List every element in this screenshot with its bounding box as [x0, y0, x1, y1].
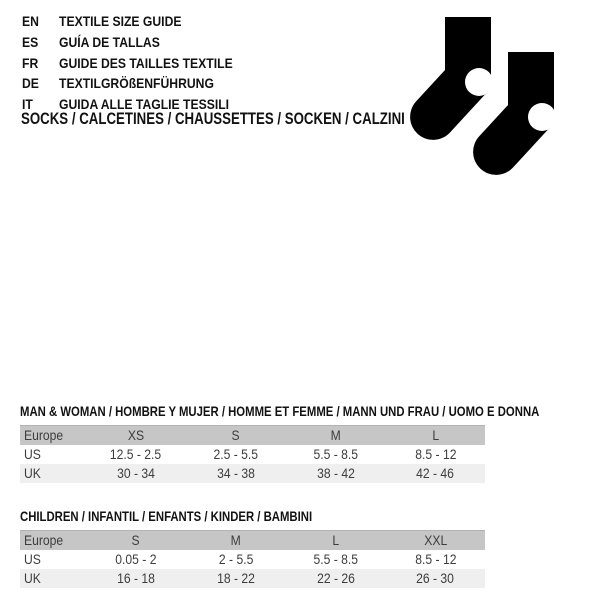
size-cell: 0.05 - 2 [115, 551, 157, 567]
row-label: UK [24, 465, 41, 481]
size-cell: 5.5 - 8.5 [313, 446, 359, 462]
size-cell: 8.5 - 12 [414, 446, 457, 462]
size-cell: 26 - 30 [416, 570, 455, 586]
adults-size-table [20, 425, 485, 483]
language-label: TEXTILE SIZE GUIDE [59, 13, 182, 30]
size-cell: 18 - 22 [217, 570, 255, 586]
size-cell: 8.5 - 12 [414, 551, 457, 567]
size-table-children [20, 509, 485, 588]
language-label: TEXTILGRÖßENFÜHRUNG [59, 75, 214, 92]
size-cell: 2.5 - 5.5 [213, 446, 259, 462]
language-code: DE [22, 75, 39, 92]
table-row-uk [20, 464, 485, 483]
language-list [22, 11, 259, 114]
table-row-uk [20, 569, 485, 588]
table-header-row [20, 531, 485, 550]
col-header-region: Europe [24, 427, 64, 443]
size-cell: 12.5 - 2.5 [110, 446, 162, 462]
size-cell: 38 - 42 [317, 465, 355, 481]
table-title-children: CHILDREN / INFANTIL / ENFANTS / KINDER / BAMBINI [20, 508, 313, 524]
row-label: US [24, 446, 41, 462]
children-size-table [20, 530, 485, 588]
language-row [22, 32, 259, 53]
language-code: ES [22, 34, 39, 51]
size-cell: 34 - 38 [217, 465, 255, 481]
col-header-size: S [231, 427, 241, 443]
socks-icon [395, 0, 580, 185]
col-header-size: S [131, 532, 141, 548]
col-header-size: XS [127, 427, 145, 443]
col-header-region: Europe [24, 532, 64, 548]
size-cell: 42 - 46 [416, 465, 455, 481]
row-label: UK [24, 570, 41, 586]
sock-heel-highlight [528, 103, 556, 131]
language-row [22, 11, 259, 32]
language-label: GUÍA DE TALLAS [59, 34, 160, 51]
size-cell: 30 - 34 [117, 465, 155, 481]
language-row [22, 73, 259, 94]
sock-heel-highlight [465, 68, 493, 96]
table-title-adults: MAN & WOMAN / HOMBRE Y MUJER / HOMME ET FEMME / MANN UND FRAU / UOMO E DONNA [20, 403, 540, 419]
col-header-size: XXL [424, 532, 447, 548]
category-line: SOCKS / CALCETINES / CHAUSSETTES / SOCKEN / CALZINI [21, 109, 405, 128]
table-row-us [20, 445, 485, 464]
size-cell: 22 - 26 [317, 570, 355, 586]
table-header-row [20, 426, 485, 445]
col-header-size: L [432, 427, 439, 443]
size-cell: 2 - 5.5 [218, 551, 254, 567]
col-header-size: M [230, 532, 242, 548]
size-cell: 5.5 - 8.5 [313, 551, 359, 567]
size-cell: 16 - 18 [117, 570, 155, 586]
col-header-size: L [332, 532, 340, 548]
language-code: EN [22, 13, 39, 30]
table-row-us [20, 550, 485, 569]
col-header-size: M [330, 427, 342, 443]
language-label: GUIDE DES TAILLES TEXTILE [59, 54, 233, 71]
language-label: GUIDA ALLE TAGLIE TESSILI [59, 96, 230, 113]
language-row [22, 52, 259, 73]
row-label: US [24, 551, 41, 567]
sock-back [410, 17, 493, 140]
language-code: IT [22, 96, 33, 113]
size-table-adults [20, 403, 540, 483]
language-code: FR [22, 54, 39, 71]
